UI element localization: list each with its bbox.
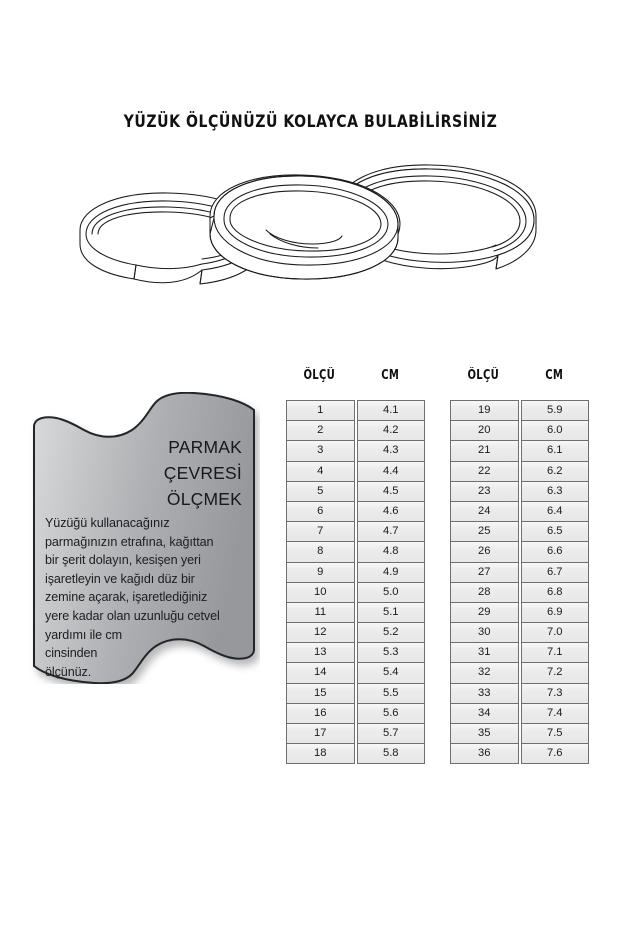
table-cell: 6.0 (522, 421, 589, 441)
table-cell: 7.0 (522, 623, 589, 643)
table-cell: 10 (287, 583, 354, 603)
table-cell: 5.9 (522, 401, 589, 421)
info-panel-title (82, 434, 242, 512)
table-cell: 5.6 (358, 704, 425, 724)
info-panel-body-line-4: işaretleyin ve kağıdı düz bir (45, 571, 195, 586)
table-cell: 16 (287, 704, 354, 724)
size-table-left-body (286, 400, 425, 764)
table-cell: 9 (287, 563, 354, 583)
table-cell: 20 (451, 421, 518, 441)
table-cell: 27 (451, 563, 518, 583)
size-table-right-body (450, 400, 589, 764)
table-cell: 34 (451, 704, 518, 724)
table-cell: 4.8 (358, 542, 425, 562)
column-header-cm: CM (380, 368, 399, 383)
column-header-olcu: ÖLÇÜ (467, 368, 500, 383)
table-cell: 15 (287, 684, 354, 704)
table-cell: 6 (287, 502, 354, 522)
table-cell: 7.2 (522, 663, 589, 683)
table-cell: 4.1 (358, 401, 425, 421)
table-cell: 4.2 (358, 421, 425, 441)
table-cell: 5.8 (358, 744, 425, 764)
info-panel-title-line-2: ÇEVRESİ (163, 463, 242, 483)
table-cell: 7.4 (522, 704, 589, 724)
cm-column-left (357, 400, 426, 764)
ring-middle (210, 175, 400, 279)
table-cell: 7 (287, 522, 354, 542)
table-cell: 5.0 (358, 583, 425, 603)
table-cell: 8 (287, 542, 354, 562)
info-panel-body-line-8: cinsinden (45, 646, 98, 661)
table-cell: 14 (287, 663, 354, 683)
table-cell: 36 (451, 744, 518, 764)
table-cell: 1 (287, 401, 354, 421)
table-cell: 19 (451, 401, 518, 421)
table-cell: 32 (451, 663, 518, 683)
table-cell: 29 (451, 603, 518, 623)
table-cell: 5.7 (358, 724, 425, 744)
table-cell: 31 (451, 643, 518, 663)
table-cell: 17 (287, 724, 354, 744)
table-cell: 6.3 (522, 482, 589, 502)
column-header-olcu: ÖLÇÜ (303, 368, 336, 383)
table-cell: 5 (287, 482, 354, 502)
table-cell: 4.3 (358, 441, 425, 461)
table-cell: 33 (451, 684, 518, 704)
table-cell: 7.1 (522, 643, 589, 663)
table-cell: 21 (451, 441, 518, 461)
table-cell: 5.1 (358, 603, 425, 623)
table-cell: 6.2 (522, 462, 589, 482)
table-cell: 5.5 (358, 684, 425, 704)
table-cell: 4.6 (358, 502, 425, 522)
table-cell: 18 (287, 744, 354, 764)
info-panel-body-line-3: bir şerit dolayın, kesişen yeri (45, 553, 201, 568)
table-cell: 3 (287, 441, 354, 461)
info-panel-title-line-1: PARMAK (168, 437, 242, 457)
table-cell: 4 (287, 462, 354, 482)
cm-column-right (521, 400, 590, 764)
table-cell: 26 (451, 542, 518, 562)
table-cell: 7.5 (522, 724, 589, 744)
table-cell: 5.2 (358, 623, 425, 643)
table-cell: 2 (287, 421, 354, 441)
table-cell: 6.1 (522, 441, 589, 461)
info-panel-title-line-3: ÖLÇMEK (166, 489, 242, 509)
table-cell: 12 (287, 623, 354, 643)
table-cell: 23 (451, 482, 518, 502)
table-cell: 35 (451, 724, 518, 744)
info-panel-body-line-2: parmağınızın etrafına, kağıttan (45, 534, 214, 549)
table-cell: 7.3 (522, 684, 589, 704)
info-panel (28, 392, 260, 684)
info-panel-body-line-5: zemine açarak, işaretlediğiniz (45, 590, 208, 605)
table-cell: 22 (451, 462, 518, 482)
column-header-cm: CM (544, 368, 563, 383)
table-cell: 30 (451, 623, 518, 643)
table-cell: 4.9 (358, 563, 425, 583)
info-panel-body-line-7: yardımı ile cm (45, 627, 122, 642)
table-cell: 6.8 (522, 583, 589, 603)
table-cell: 5.3 (358, 643, 425, 663)
table-cell: 4.4 (358, 462, 425, 482)
table-cell: 6.6 (522, 542, 589, 562)
table-cell: 6.7 (522, 563, 589, 583)
table-cell: 6.5 (522, 522, 589, 542)
table-cell: 11 (287, 603, 354, 623)
size-table-right-header (450, 368, 589, 390)
page-title: YÜZÜK ÖLÇÜNÜZÜ KOLAYCA BULABİLİRSİNİZ (123, 112, 498, 132)
table-cell: 6.4 (522, 502, 589, 522)
table-cell: 28 (451, 583, 518, 603)
info-panel-body-line-6: yere kadar olan uzunluğu cetvel (45, 608, 220, 623)
table-cell: 4.5 (358, 482, 425, 502)
info-panel-body-line-9: ölçünüz. (45, 664, 92, 679)
info-panel-body (45, 514, 247, 681)
size-table-right (450, 368, 589, 764)
three-rings-illustration (78, 158, 543, 323)
table-cell: 24 (451, 502, 518, 522)
size-column-left (286, 400, 355, 764)
size-table-left-header (286, 368, 425, 390)
size-table-left (286, 368, 425, 764)
table-cell: 7.6 (522, 744, 589, 764)
table-cell: 13 (287, 643, 354, 663)
info-panel-body-line-1: Yüzüğü kullanacağınız (45, 516, 170, 530)
table-cell: 5.4 (358, 663, 425, 683)
table-cell: 6.9 (522, 603, 589, 623)
table-cell: 4.7 (358, 522, 425, 542)
size-column-right (450, 400, 519, 764)
table-cell: 25 (451, 522, 518, 542)
